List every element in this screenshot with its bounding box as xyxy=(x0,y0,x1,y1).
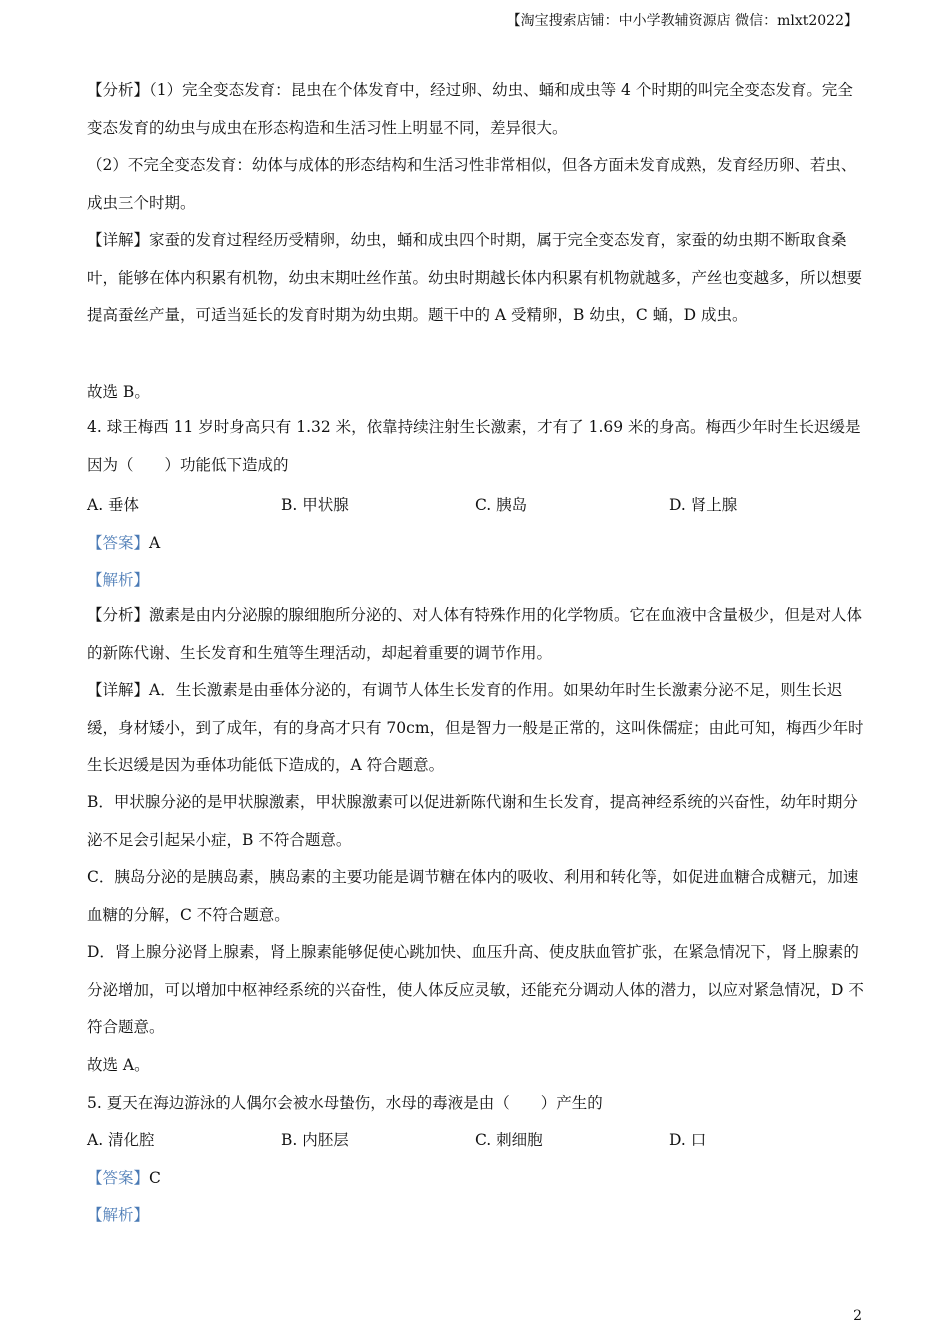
detail-label: 【详解】 xyxy=(87,681,150,699)
q4-option-d: D. 肾上腺 xyxy=(669,496,738,514)
q5-option-c: C. 刺细胞 xyxy=(475,1131,543,1149)
q3-conclusion: 故选 B。 xyxy=(87,383,150,401)
q5-option-d: D. 口 xyxy=(669,1131,707,1149)
page-header: 【淘宝搜索店铺：中小学教辅资源店 微信：mlxt2022】 xyxy=(506,13,858,29)
q4-analysis xyxy=(87,597,867,672)
q5-option-b: B. 内胚层 xyxy=(281,1131,349,1149)
q5-explain-label: 【解析】 xyxy=(87,1206,150,1224)
q4-option-a: A. 垂体 xyxy=(87,496,140,514)
analysis-text: （1）完全变态发育：昆虫在个体发育中，经过卵、幼虫、蛹和成虫等 4 个时期的叫完全变态发育。完全变态发育的幼虫与成虫在形态构造和生活习性上明显不同，差异很大。 xyxy=(87,81,853,137)
q5-answer xyxy=(87,1166,161,1188)
q4-conclusion: 故选 A。 xyxy=(87,1056,150,1074)
answer-value: C xyxy=(149,1169,161,1187)
q4-option-b: B. 甲状腺 xyxy=(281,496,349,514)
q3-analysis-p2: （2）不完全变态发育：幼体与成体的形态结构和生活习性非常相似，但各方面未发育成熟，发育经历卵、若虫、成虫三个时期。 xyxy=(87,156,857,212)
q5-option-a: A. 清化腔 xyxy=(87,1131,155,1149)
answer-label: 【答案】 xyxy=(87,1169,150,1187)
answer-value: A xyxy=(149,534,161,552)
q3-detail xyxy=(87,222,867,335)
q5-stem: 5. 夏天在海边游泳的人偶尔会被水母蛰伤，水母的毒液是由（ ）产生的 xyxy=(87,1094,603,1112)
q4-detail-d: D．肾上腺分泌肾上腺素，肾上腺素能够促使心跳加快、血压升高、使皮肤血管扩张，在紧急情况下，肾上腺素的分泌增加，可以增加中枢神经系统的兴奋性，使人体反应灵敏，还能充分调动人体的潜力，以应对紧急情况，D 不符合题意。 xyxy=(87,943,864,1036)
page-number: 2 xyxy=(853,1308,862,1324)
q4-detail-c: C．胰岛分泌的是胰岛素，胰岛素的主要功能是调节糖在体内的吸收、利用和转化等，如促进血糖合成糖元，加速血糖的分解，C 不符合题意。 xyxy=(87,868,859,924)
detail-text: 家蚕的发育过程经历受精卵，幼虫，蛹和成虫四个时期，属于完全变态发育，家蚕的幼虫期不断取食桑叶，能够在体内积累有机物，幼虫末期吐丝作茧。幼虫时期越长体内积累有机物就越多，产丝也变越多，所以想要提高蚕丝产量，可适当延长的发育时期为幼虫期。题干中的 A 受精卵，B 幼虫，C 蛹，D 成虫。 xyxy=(87,231,863,324)
detail-label: 【详解】 xyxy=(87,231,150,249)
analysis-label: 【分析】 xyxy=(87,81,150,99)
analysis-label: 【分析】 xyxy=(87,606,150,624)
q4-explain-label: 【解析】 xyxy=(87,571,150,589)
answer-label: 【答案】 xyxy=(87,534,150,552)
analysis-text: 激素是由内分泌腺的腺细胞所分泌的、对人体有特殊作用的化学物质。它在血液中含量极少，但是对人体的新陈代谢、生长发育和生殖等生理活动，却起着重要的调节作用。 xyxy=(87,606,863,662)
q4-stem: 4. 球王梅西 11 岁时身高只有 1.32 米，依靠持续注射生长激素，才有了 1.69 米的身高。梅西少年时生长迟缓是因为（ ）功能低下造成的 xyxy=(87,418,861,474)
q3-analysis-p1 xyxy=(87,72,867,147)
q4-option-c: C. 胰岛 xyxy=(475,496,528,514)
detail-text: A．生长激素是由垂体分泌的，有调节人体生长发育的作用。如果幼年时生长激素分泌不足，则生长迟缓，身材矮小，到了成年，有的身高才只有 70cm，但是智力一般是正常的，这叫侏儒症；由此可知，梅西少年时生长迟缓是因为垂体功能低下造成的，A 符合题意。 xyxy=(87,681,864,774)
q4-detail-a xyxy=(87,672,867,785)
q4-answer xyxy=(87,531,160,553)
q4-detail-b: B．甲状腺分泌的是甲状腺激素，甲状腺激素可以促进新陈代谢和生长发育，提高神经系统的兴奋性，幼年时期分泌不足会引起呆小症，B 不符合题意。 xyxy=(87,793,858,849)
